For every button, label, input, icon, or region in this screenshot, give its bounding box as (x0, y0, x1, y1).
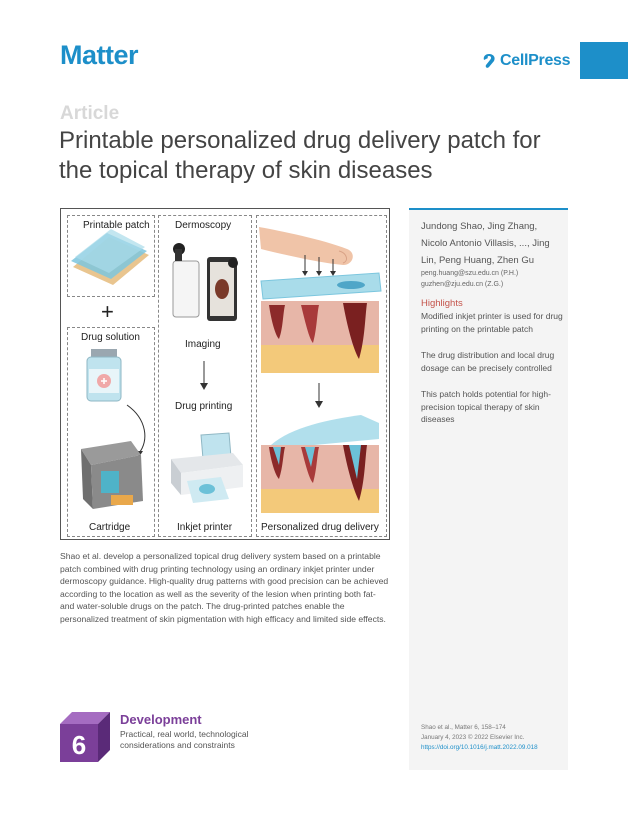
development-title: Development (120, 712, 202, 727)
citation-block (421, 723, 566, 753)
graphical-abstract (60, 208, 390, 540)
smartphone-icon (173, 243, 238, 321)
email-link-1[interactable]: peng.huang@szu.edu.cn (P.H.) (421, 270, 519, 277)
highlight-item: This patch holds potential for high-precision topical therapy of skin diseases (421, 389, 551, 424)
article-title: Printable personalized drug delivery patch for the topical therapy of skin diseases (59, 127, 541, 184)
ink-cartridge-icon (81, 441, 143, 509)
label-cartridge: Cartridge (89, 522, 131, 533)
patch-sheets-icon (71, 229, 149, 285)
development-level-number: 6 (71, 730, 87, 760)
highlights-heading: Highlights (421, 298, 463, 309)
highlight-item: The drug distribution and local drug dosage can be precisely controlled (421, 350, 555, 373)
label-dermoscopy: Dermoscopy (175, 220, 232, 231)
label-printable-patch: Printable patch (83, 220, 150, 231)
correspondence (421, 268, 518, 290)
finger-icon (259, 227, 353, 265)
development-level-icon (60, 712, 110, 762)
skin-layer-icon (261, 301, 379, 373)
label-personalized-delivery: Personalized drug delivery (261, 522, 379, 533)
highlight-item: Modified inkjet printer is used for drug printing on the printable patch (421, 311, 563, 334)
treated-skin-icon (261, 415, 379, 513)
label-imaging: Imaging (185, 339, 221, 350)
label-drug-solution: Drug solution (81, 332, 140, 343)
email-link-2[interactable]: guzhen@zju.edu.cn (Z.G.) (421, 281, 504, 288)
cellpress-icon (482, 53, 496, 69)
citation-date: January 4, 2023 © 2022 Elsevier Inc. (421, 734, 525, 741)
publisher-logo[interactable] (482, 52, 570, 70)
figure-illustration (61, 209, 389, 539)
author-list[interactable]: Jundong Shao, Jing Zhang, Nicolo Antonio Villasis, ..., Jing Lin, Peng Huang, Zhen Gu (421, 221, 550, 266)
journal-name[interactable]: Matter (60, 40, 139, 70)
label-plus: + (101, 299, 114, 324)
highlights-list (421, 310, 563, 440)
summary-text: Shao et al. develop a personalized topical drug delivery system based on a printable patch combined with drug printing technology using an ordinary inkjet printer under dermoscopy guidance. High-quality drug patterns with good precision can be achieved according to the location as well as the severity of the lesion when printing both fat- and water-soluble drugs on the patch. The drug-printed patches enable the personalized treatment of skin pigmentation with high efficacy and limited side effects. (60, 551, 389, 624)
development-description: Practical, real world, technological considerations and constraints (120, 729, 249, 750)
sidebar (409, 208, 568, 770)
label-inkjet-printer: Inkjet printer (177, 522, 233, 533)
drug-vial-icon (87, 349, 121, 401)
label-drug-printing: Drug printing (175, 401, 233, 412)
doi-link[interactable]: https://doi.org/10.1016/j.matt.2022.09.018 (421, 744, 538, 751)
printer-icon (171, 433, 243, 503)
citation-journal: Shao et al., Matter 6, 158–174 (421, 724, 506, 731)
article-type: Article (60, 103, 120, 124)
publisher-name: CellPress (500, 52, 571, 69)
cover-accent-block (580, 42, 628, 79)
